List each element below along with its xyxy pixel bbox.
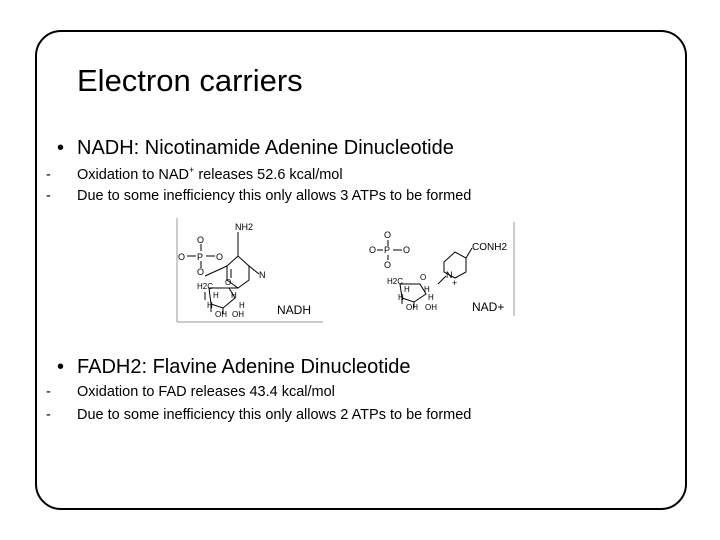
- atom-label: N: [259, 270, 266, 280]
- atom-label: P: [384, 245, 391, 255]
- atom-label: O: [225, 278, 232, 287]
- atom-label: O: [197, 235, 205, 245]
- bullet-marker: •: [57, 356, 65, 378]
- atom-label: OH: [406, 303, 418, 312]
- atom-label: H: [404, 285, 410, 294]
- atom-label: H2C: [197, 282, 214, 291]
- superscript-plus: +: [189, 165, 195, 175]
- sub-item-nad-atp: [46, 188, 471, 204]
- atom-label: O: [384, 230, 392, 240]
- bullet-marker: •: [57, 137, 65, 159]
- atom-label: H: [398, 293, 404, 302]
- atom-label: H: [428, 293, 434, 302]
- atom-label: OH: [215, 310, 227, 319]
- atom-label: O: [420, 273, 427, 282]
- atom-label: O: [403, 245, 411, 255]
- sub-text: Due to some inefficiency this only allows 3 ATPs to be formed: [77, 188, 472, 204]
- bullet-nadh: [57, 137, 454, 160]
- atom-label: H: [207, 301, 213, 310]
- atom-label: O: [216, 252, 224, 262]
- bullet-heading-fadh2: FADH2: Flavine Adenine Dinucleotide: [77, 356, 411, 378]
- sub-text: Due to some inefficiency this only allows 2 ATPs to be formed: [77, 407, 472, 423]
- atom-label: H2C: [387, 277, 404, 286]
- sub-text: releases 52.6 kcal/mol: [194, 166, 343, 183]
- atom-label: H: [239, 301, 245, 310]
- dash-marker: -: [46, 166, 51, 183]
- nad-structure-image: [368, 222, 516, 318]
- atom-label: O: [369, 245, 377, 255]
- dash-marker: -: [46, 188, 51, 204]
- bullet-fadh2: [57, 356, 411, 379]
- atom-label: NH2: [235, 222, 254, 232]
- slide-title: Electron carriers: [77, 63, 303, 98]
- atom-label: +: [452, 278, 458, 288]
- atom-label: CONH2: [472, 242, 508, 253]
- atom-label: O: [178, 252, 186, 262]
- atom-label: H: [213, 291, 219, 300]
- sub-item-nad-oxidation: [46, 165, 343, 183]
- atom-label: H: [231, 291, 237, 300]
- bullet-heading-nadh: NADH: Nicotinamide Adenine Dinucleotide: [77, 137, 454, 159]
- sub-text: Oxidation to NAD: [77, 166, 190, 183]
- dash-marker: -: [46, 407, 51, 423]
- atom-label: P: [197, 252, 204, 262]
- nadh-structure-image: [175, 218, 325, 326]
- dash-marker: -: [46, 384, 51, 400]
- atom-label: O: [384, 260, 392, 270]
- sub-text: Oxidation to FAD releases 43.4 kcal/mol: [77, 384, 335, 400]
- nad-caption: NAD+: [472, 300, 505, 314]
- atom-label: H: [424, 285, 430, 294]
- atom-label: N: [446, 270, 453, 280]
- nadh-caption: NADH: [277, 303, 312, 317]
- atom-label: OH: [425, 303, 437, 312]
- slide-frame: [35, 30, 687, 510]
- sub-item-fad-atp: [46, 407, 471, 423]
- atom-label: OH: [232, 310, 244, 319]
- atom-label: O: [197, 267, 205, 277]
- sub-item-fad-oxidation: [46, 384, 335, 400]
